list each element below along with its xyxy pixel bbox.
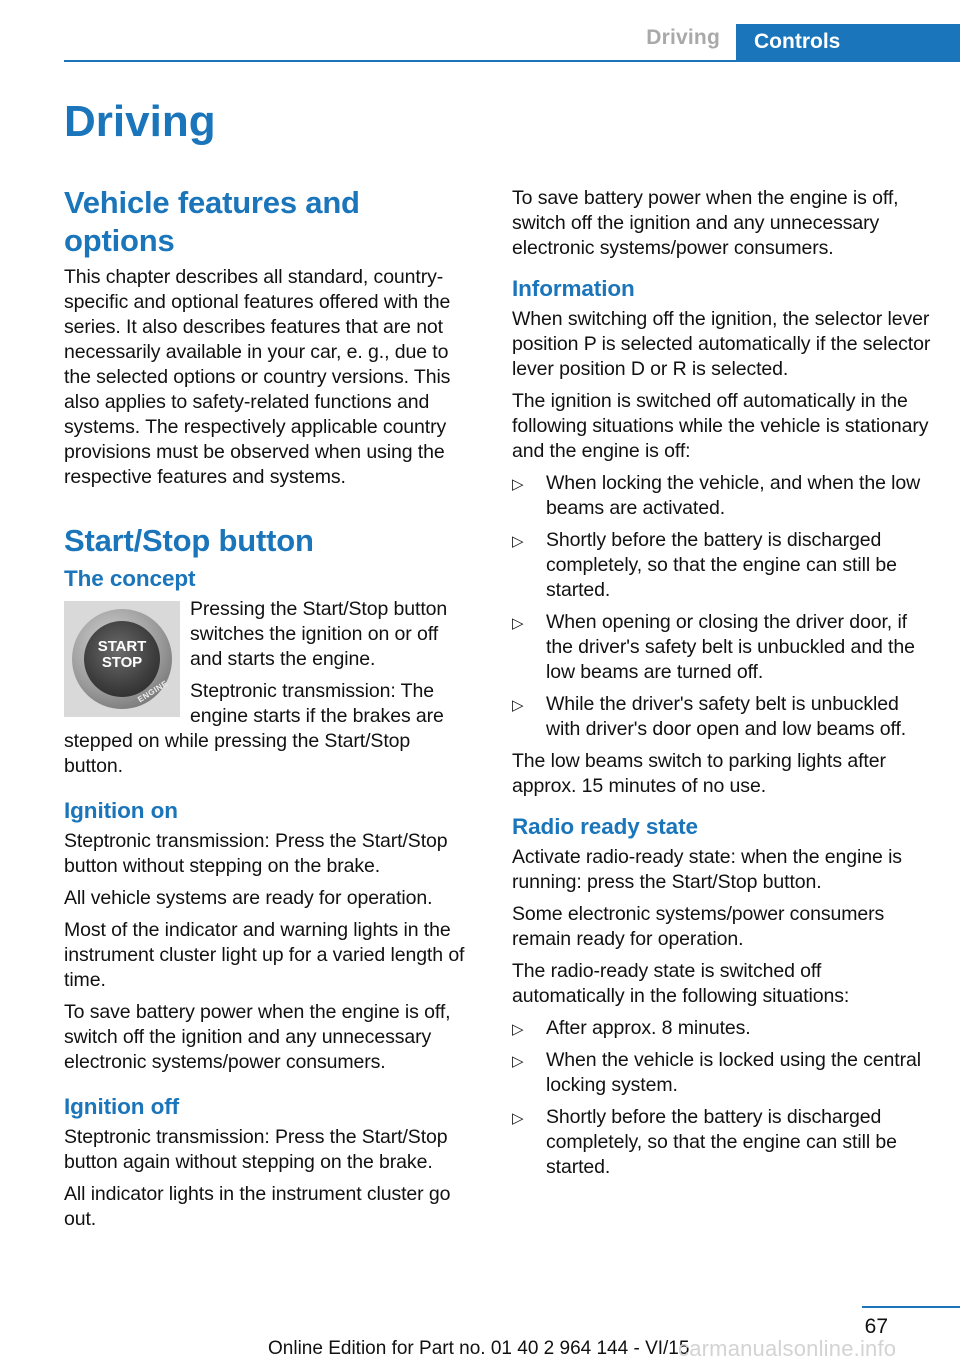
start-stop-button-image	[64, 601, 180, 717]
bullet-triangle-icon: ▷	[512, 1110, 524, 1127]
paragraph-low-beams: The low beams switch to parking lights after approx. 15 minutes of no use.	[512, 750, 886, 797]
list-item-text: Shortly before the battery is discharged completely, so that the engine can still be started.	[546, 1106, 897, 1178]
list-item	[512, 1048, 932, 1098]
list-item	[512, 692, 932, 742]
paragraph-ignition-on-3: Most of the indicator and warning lights in the instrument cluster light up for a varied length of time.	[64, 919, 465, 991]
paragraph-ignition-on-1: Steptronic transmission: Press the Start/Stop button without stepping on the brake.	[64, 830, 448, 877]
heading-the-concept: The concept	[64, 566, 196, 591]
bullet-triangle-icon: ▷	[512, 476, 524, 493]
button-label-start: START	[97, 638, 147, 655]
list-item-text: When locking the vehicle, and when the low beams are activated.	[546, 472, 921, 519]
heading-radio-ready-state: Radio ready state	[512, 814, 698, 839]
list-item-text: Shortly before the battery is discharged completely, so that the engine can still be started.	[546, 529, 897, 601]
bullet-triangle-icon: ▷	[512, 1053, 524, 1070]
paragraph-radio-3: The radio-ready state is switched off automatically in the following situations:	[512, 960, 850, 1007]
heading-ignition-on: Ignition on	[64, 798, 178, 823]
paragraph-information-2: The ignition is switched off automatically in the following situations while the vehicle is stationary and the engine is off:	[512, 390, 929, 462]
list-item	[512, 1105, 932, 1180]
paragraph-information-1: When switching off the ignition, the selector lever position P is selected automatically if the selector lever position D or R is selected.	[512, 308, 931, 380]
bullet-triangle-icon: ▷	[512, 533, 524, 550]
paragraph-save-battery: To save battery power when the engine is off, switch off the ignition and any unnecessary electronic systems/power consumers.	[512, 187, 899, 259]
bullet-triangle-icon: ▷	[512, 1021, 524, 1038]
list-item	[512, 1016, 932, 1041]
heading-vehicle-features: Vehicle features and options	[64, 185, 360, 258]
list-item	[512, 471, 932, 521]
button-label-engine: ENGINE	[136, 678, 170, 705]
page-title: Driving	[64, 97, 216, 146]
header-section-label: Driving	[646, 26, 720, 49]
header-chapter-tab: Controls	[736, 24, 960, 61]
heading-ignition-off: Ignition off	[64, 1094, 180, 1119]
heading-start-stop-button: Start/Stop button	[64, 523, 314, 558]
right-column	[512, 186, 932, 1187]
list-item-text: When the vehicle is locked using the central locking system.	[546, 1049, 921, 1096]
paragraph-radio-2: Some electronic systems/power consumers remain ready for operation.	[512, 903, 885, 950]
paragraph-ignition-on-4: To save battery power when the engine is off, switch off the ignition and any unnecessary electronic systems/power consumers.	[64, 1001, 451, 1073]
ignition-off-situations-list	[512, 471, 932, 742]
paragraph-radio-1: Activate radio-ready state: when the engine is running: press the Start/Stop button.	[512, 846, 902, 893]
footer-rule	[862, 1306, 960, 1308]
list-item	[512, 528, 932, 603]
paragraph-concept-2: Steptronic transmission: The engine starts if the brakes are stepped on while pressing the Start/Stop button.	[64, 680, 444, 777]
list-item-text: While the driver's safety belt is unbuckled with driver's door open and low beams off.	[546, 693, 907, 740]
footer-edition-text: Online Edition for Part no. 01 40 2 964 144 - VI/15	[268, 1338, 690, 1359]
page-number: 67	[864, 1315, 888, 1338]
list-item	[512, 610, 932, 685]
radio-off-situations-list	[512, 1016, 932, 1180]
paragraph-ignition-off-2: All indicator lights in the instrument cluster go out.	[64, 1183, 451, 1230]
list-item-text: After approx. 8 minutes.	[546, 1017, 751, 1039]
left-column	[64, 184, 472, 1239]
paragraph-ignition-on-2: All vehicle systems are ready for operation.	[64, 887, 433, 909]
paragraph-concept-1: Pressing the Start/Stop button switches the ignition on or off and starts the engine.	[190, 598, 448, 670]
paragraph-ignition-off-1: Steptronic transmission: Press the Start/Stop button again without stepping on the brake.	[64, 1126, 448, 1173]
paragraph-vehicle-features: This chapter describes all standard, country-specific and optional features offered with the series. It also describes features that are not necessarily available in your car, e. g., due to the selected options or country versions. This also applies to safety-related functions and systems. The respectively applicable country provisions must be observed when using the respective features and systems.	[64, 266, 451, 488]
bullet-triangle-icon: ▷	[512, 697, 524, 714]
button-label-stop: STOP	[101, 654, 143, 671]
list-item-text: When opening or closing the driver door, if the driver's safety belt is unbuckled and the low beams are turned off.	[546, 611, 915, 683]
bullet-triangle-icon: ▷	[512, 615, 524, 632]
heading-information: Information	[512, 276, 635, 301]
watermark: carmanualsonline.info	[678, 1336, 897, 1361]
